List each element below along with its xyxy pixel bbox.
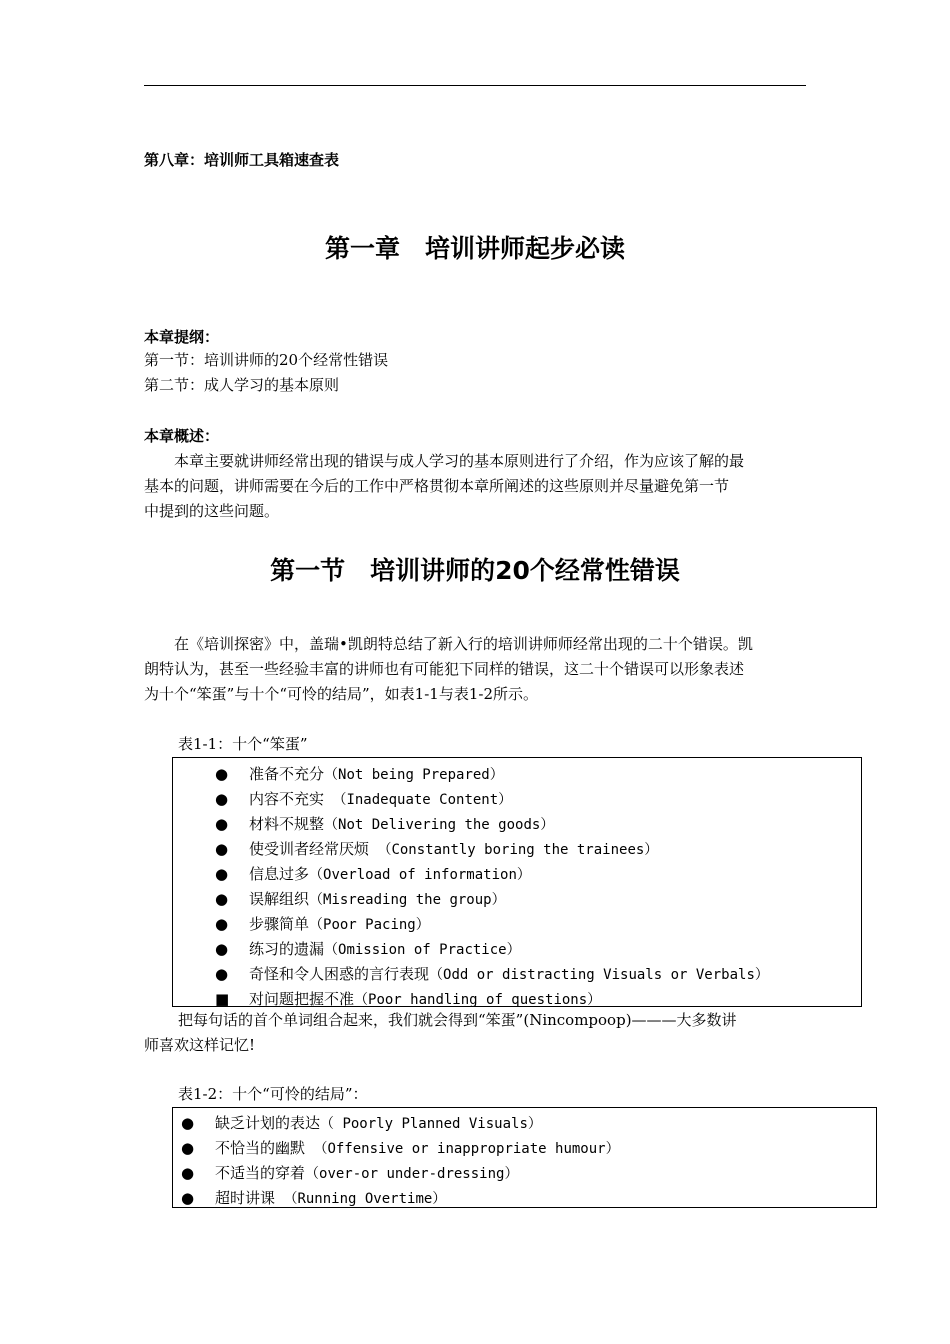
section1-title: 第一节 培训讲师的20个经常性错误 (270, 556, 680, 585)
intro-line: 朗特认为，甚至一些经验丰富的讲师也有可能犯下同样的错误，这二十个错误可以形象表述 (144, 660, 745, 678)
bullet-icon: ● (215, 765, 229, 783)
bullet-icon: ● (181, 1164, 195, 1182)
after-table1-line: 师喜欢这样记忆! (144, 1036, 256, 1054)
table1-item: ● 误解组织（Misreading the group） (215, 890, 506, 908)
after-table1-paragraph (144, 1008, 810, 1058)
table1-item: ● 练习的遗漏（Omission of Practice） (215, 940, 521, 958)
table2-item: ● 不适当的穿着（over-or under-dressing） (181, 1164, 519, 1182)
table1-caption: 表1-1：十个“笨蛋” (178, 735, 308, 753)
table2-item: ● 缺乏计划的表达（ Poorly Planned Visuals） (181, 1114, 542, 1132)
summary-paragraph (144, 449, 810, 524)
table1-box (172, 757, 862, 1007)
summary-label: 本章概述： (144, 427, 220, 445)
intro-line: 为十个“笨蛋”与十个“可怜的结局”，如表1-1与表1-2所示。 (144, 685, 538, 703)
table2-box (172, 1107, 877, 1208)
chapter8-line: 第八章：培训师工具箱速查表 (144, 151, 340, 169)
header-rule (144, 85, 806, 86)
summary-line: 中提到的这些问题。 (144, 502, 280, 520)
bullet-icon: ● (215, 915, 229, 933)
summary-line: 基本的问题，讲师需要在今后的工作中严格贯彻本章所阐述的这些原则并尽量避免第一节 (144, 477, 730, 495)
table1-item: ● 准备不充分（Not being Prepared） (215, 765, 504, 783)
bullet-icon: ● (215, 815, 229, 833)
summary-line: 本章主要就讲师经常出现的错误与成人学习的基本原则进行了介绍，作为应该了解的最 (174, 452, 745, 470)
table1-item: ■ 对问题把握不准（Poor handling of questions） (215, 990, 602, 1008)
table1-item: ● 内容不充实 （Inadequate Content） (215, 790, 513, 808)
intro-line: 在《培训探密》中，盖瑞•凯朗特总结了新入行的培训讲师师经常出现的二十个错误。凯 (174, 635, 753, 653)
table1-item: ● 信息过多（Overload of information） (215, 865, 531, 883)
intro-paragraph (144, 632, 810, 707)
outline-label: 本章提纲： (144, 328, 220, 346)
table2-caption: 表1-2：十个“可怜的结局”： (178, 1085, 368, 1103)
bullet-icon: ● (181, 1189, 195, 1207)
bullet-icon: ● (215, 840, 229, 858)
outline-item: 第二节：成人学习的基本原则 (144, 376, 340, 394)
square-bullet-icon: ■ (215, 990, 230, 1008)
table1-item: ● 奇怪和令人困惑的言行表现（Odd or distracting Visuals or Verbals） (215, 965, 769, 983)
bullet-icon: ● (215, 940, 229, 958)
table1-item: ● 材料不规整（Not Delivering the goods） (215, 815, 555, 833)
after-table1-line: 把每句话的首个单词组合起来，我们就会得到“笨蛋”(Nincompoop)———大多数讲 (178, 1011, 737, 1029)
bullet-icon: ● (215, 865, 229, 883)
table1-item: ● 步骤简单（Poor Pacing） (215, 915, 430, 933)
bullet-icon: ● (215, 965, 229, 983)
table2-item: ● 超时讲课 （Running Overtime） (181, 1189, 447, 1207)
table2-item: ● 不恰当的幽默 （Offensive or inappropriate humour） (181, 1139, 620, 1157)
bullet-icon: ● (215, 890, 229, 908)
chapter1-title: 第一章 培训讲师起步必读 (324, 234, 625, 263)
bullet-icon: ● (181, 1139, 195, 1157)
table1-item: ● 使受训者经常厌烦 （Constantly boring the trainees） (215, 840, 659, 858)
bullet-icon: ● (215, 790, 229, 808)
outline-item: 第一节：培训讲师的20个经常性错误 (144, 351, 389, 369)
bullet-icon: ● (181, 1114, 195, 1132)
